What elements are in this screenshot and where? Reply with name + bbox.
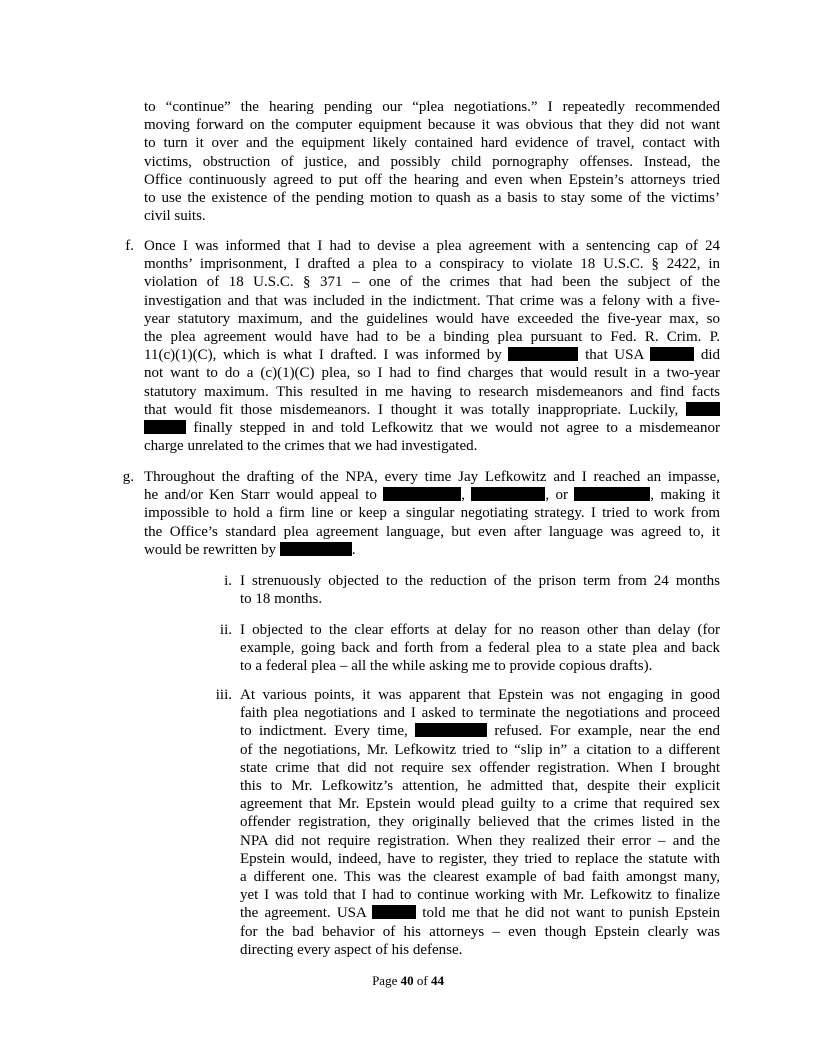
text-line bbox=[144, 401, 720, 419]
footer-page-word: Page bbox=[372, 973, 398, 988]
text-segment: the agreement. USA bbox=[240, 905, 366, 922]
text-line bbox=[144, 541, 720, 559]
text-line: impossible to hold a firm line or keep a singular negotiating strategy. I tried to work from bbox=[144, 505, 720, 522]
text-line: months’ imprisonment, I drafted a plea to a conspiracy to violate 18 U.S.C. § 2422, in bbox=[144, 256, 720, 273]
text-segment: that would fit those misdemeanors. I thought it was totally inappropriate. Luckily, bbox=[144, 401, 679, 418]
text-segment: , bbox=[461, 487, 466, 504]
redaction-block bbox=[372, 905, 416, 919]
text-line: violation of 18 U.S.C. § 371 – one of the crimes that had been the subject of the bbox=[144, 274, 720, 291]
text-segment: he and/or Ken Starr would appeal to bbox=[144, 487, 377, 504]
sub-item-ii-paragraph bbox=[240, 621, 720, 676]
text-line: example, going back and forth from a federal plea to a state plea and back bbox=[240, 640, 720, 657]
text-line: to turn it over and the equipment likely contained hard evidence of travel, contact with bbox=[144, 135, 720, 152]
text-line: moving forward on the computer equipment because it was obvious that they did not want bbox=[144, 117, 720, 134]
text-line bbox=[240, 904, 720, 922]
list-marker-g: g. bbox=[122, 469, 134, 485]
text-line: offender registration, they originally believed that the crimes listed in the bbox=[240, 814, 720, 831]
text-line: state crime that did not require sex offender registration. When I brought bbox=[240, 759, 720, 776]
text-line: I strenuously objected to the reduction of the prison term from 24 months bbox=[240, 573, 720, 589]
text-line bbox=[240, 722, 720, 740]
text-line: to 18 months. bbox=[240, 591, 323, 608]
text-line: not want to do a (c)(1)(C) plea, so I had to find charges that would result in a two-year bbox=[144, 365, 720, 382]
footer-total-pages: 44 bbox=[430, 973, 444, 988]
text-segment: that USA bbox=[585, 347, 644, 364]
text-line: civil suits. bbox=[144, 208, 206, 225]
text-line bbox=[144, 486, 720, 504]
text-line: a different one. This was the clearest example of bad faith amongst many, bbox=[240, 869, 720, 886]
text-line: to use the existence of the pending motion to quash as a basis to stay some of the victims’ bbox=[144, 190, 720, 207]
redaction-block bbox=[508, 347, 578, 361]
footer-of-word: of bbox=[416, 973, 428, 988]
text-line: the Office’s standard plea agreement language, but even after language was agreed to, it bbox=[144, 523, 720, 540]
text-line: of the negotiations, Mr. Lefkowitz tried to “slip in” a citation to a different bbox=[240, 741, 720, 758]
text-line: to a federal plea – all the while asking me to provide copious drafts). bbox=[240, 658, 653, 675]
text-line: I objected to the clear efforts at delay for no reason other than delay (for bbox=[240, 622, 720, 638]
text-line: Epstein would, indeed, have to register, they tried to replace the statute with bbox=[240, 850, 720, 867]
text-line: At various points, it was apparent that Epstein was not engaging in good bbox=[240, 687, 720, 703]
text-line: to “continue” the hearing pending our “plea negotiations.” I repeatedly recommended bbox=[144, 99, 720, 115]
text-segment: , or bbox=[545, 487, 568, 504]
list-marker-ii: ii. bbox=[219, 622, 232, 638]
text-line: Once I was informed that I had to devise a plea agreement with a sentencing cap of 24 bbox=[144, 238, 720, 254]
text-line: for the bad behavior of his attorneys – even though Epstein clearly was bbox=[240, 923, 720, 940]
text-line: Throughout the drafting of the NPA, every time Jay Lefkowitz and I reached an impasse, bbox=[144, 469, 720, 485]
redaction-block bbox=[650, 347, 694, 361]
list-marker-iii: iii. bbox=[215, 687, 232, 703]
redaction-block bbox=[383, 487, 461, 501]
text-line bbox=[144, 419, 720, 437]
text-segment: . bbox=[351, 541, 356, 558]
text-line: agreement that Mr. Epstein would plead guilty to a crime that required sex bbox=[240, 796, 720, 813]
redaction-block bbox=[574, 487, 650, 501]
text-segment: did bbox=[700, 347, 721, 364]
text-line: NPA did not require registration. When they realized their error – and the bbox=[240, 832, 720, 849]
text-line bbox=[144, 346, 720, 364]
text-line: statutory maximum. This resulted in me having to research misdemeanors and find facts bbox=[144, 383, 720, 400]
item-f-paragraph bbox=[144, 237, 720, 455]
footer-page-number: 40 bbox=[400, 973, 414, 988]
sub-item-i-paragraph bbox=[240, 572, 720, 608]
redaction-block bbox=[144, 420, 186, 434]
text-segment: would be rewritten by bbox=[144, 541, 277, 558]
list-marker-f: f. bbox=[125, 238, 134, 254]
text-segment: , making it bbox=[650, 487, 721, 504]
text-line: charge unrelated to the crimes that we had investigated. bbox=[144, 438, 478, 455]
text-line: Office continuously agreed to put off the hearing and even when Epstein’s attorneys tried bbox=[144, 171, 720, 188]
text-line: this to Mr. Lefkowitz’s attention, he admitted that, despite their explicit bbox=[240, 778, 720, 795]
text-line: faith plea negotiations and I asked to terminate the negotiations and proceed bbox=[240, 705, 720, 722]
item-g-paragraph bbox=[144, 468, 720, 559]
page-footer bbox=[0, 973, 816, 989]
redaction-block bbox=[415, 723, 487, 737]
redaction-block bbox=[471, 487, 545, 501]
sub-item-iii-paragraph bbox=[240, 686, 720, 959]
text-line: directing every aspect of his defense. bbox=[240, 941, 463, 958]
text-line: investigation and that was included in the indictment. That crime was a felony with a five- bbox=[144, 292, 720, 309]
redaction-block bbox=[686, 402, 720, 416]
text-line: the plea agreement would have had to be a binding plea pursuant to Fed. R. Crim. P. bbox=[144, 329, 720, 346]
redaction-block bbox=[280, 542, 352, 556]
text-segment: refused. For example, near the end bbox=[494, 723, 720, 740]
list-marker-i: i. bbox=[224, 573, 232, 589]
text-segment: 11(c)(1)(C), which is what I drafted. I was informed by bbox=[144, 347, 502, 364]
text-segment: to indictment. Every time, bbox=[240, 723, 408, 740]
text-line: victims, obstruction of justice, and possibly child pornography offenses. Instead, the bbox=[144, 153, 720, 170]
text-segment: finally stepped in and told Lefkowitz that we would not agree to a misdemeanor bbox=[193, 420, 721, 437]
text-line: year statutory maximum, and the guidelines would have exceeded the five-year max, so bbox=[144, 310, 720, 327]
text-line: yet I was told that I had to continue working with Mr. Lefkowitz to finalize bbox=[240, 887, 720, 904]
text-segment: told me that he did not want to punish Epstein bbox=[422, 905, 721, 922]
continuation-paragraph bbox=[144, 98, 720, 225]
